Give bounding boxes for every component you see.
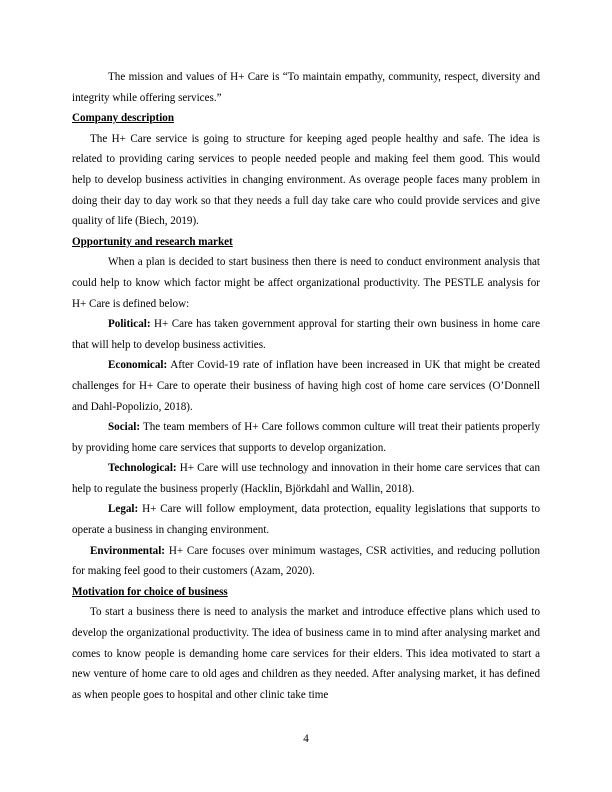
pestle-text: After Covid-19 rate of inflation have been increased in UK that might be created challenges for H+ Care to operate their business of having high cost of home care services (O’Donnell and Dahl-Popolizio, 2018). xyxy=(72,359,540,413)
pestle-legal-paragraph xyxy=(72,499,540,540)
pestle-text: H+ Care focuses over minimum wastages, CSR activities, and reducing pollution for making feel good to their customers (Azam, 2020). xyxy=(72,544,540,578)
pestle-environmental-paragraph xyxy=(72,541,540,582)
pestle-label: Technological: xyxy=(108,462,177,475)
pestle-economical-paragraph xyxy=(72,355,540,417)
opportunity-heading xyxy=(72,232,540,253)
pestle-social-paragraph xyxy=(72,417,540,458)
page-number: 4 xyxy=(303,733,309,745)
pestle-text: The team members of H+ Care follows common culture will treat their patients properly by providing home care services that supports to develop organization. xyxy=(72,421,540,454)
pestle-label: Political: xyxy=(108,318,151,331)
motivation-heading-text: Motivation for choice of business xyxy=(72,585,228,598)
pestle-text: H+ Care has taken government approval for starting their own business in home care that will help to develop business activities. xyxy=(72,318,540,351)
pestle-technological-paragraph xyxy=(72,458,540,499)
pestle-label: Legal: xyxy=(108,503,139,516)
pestle-political-paragraph xyxy=(72,314,540,355)
pestle-text: H+ Care will use technology and innovation in their home care services that can help to regulate the business properly (Hacklin, Björkdahl and Wallin, 2018). xyxy=(72,462,540,495)
opportunity-heading-text: Opportunity and research market xyxy=(72,235,233,248)
pestle-text: H+ Care will follow employment, data protection, equality legislations that supports to operate a business in changing environment. xyxy=(72,503,540,537)
opportunity-intro-paragraph: When a plan is decided to start business then there is need to conduct environment analysis that could help to know which factor might be affect organizational productivity. The PESTLE analysis for H+ Care is defined below: xyxy=(72,256,540,310)
motivation-paragraph: To start a business there is need to analysis the market and introduce effective plans which used to develop the organizational productivity. The idea of business came in to mind after analysing market and comes to know people is demanding home care services for their elders. This idea motivated to start a new venture of home care to old ages and children as they needed. After analysing market, it has defined as when people goes to hospital and other clinic take time xyxy=(72,606,540,701)
mission-paragraph: The mission and values of H+ Care is “To maintain empathy, community, respect, diversity and integrity while offering services.” xyxy=(72,71,540,104)
motivation-heading xyxy=(72,582,540,603)
page-content xyxy=(72,67,540,705)
pestle-label: Economical: xyxy=(108,359,168,372)
company-description-paragraph: The H+ Care service is going to structure for keeping aged people healthy and safe. The idea is related to providing caring services to people needed people and making feel them good. This would help to develop business activities in changing environment. As overage people faces many problem in doing their day to day work so that they needs a full day take care who could provide services and give quality of life (Biech, 2019). xyxy=(72,132,540,228)
company-description-heading-text: Company description xyxy=(72,112,175,125)
company-description-heading xyxy=(72,108,540,129)
pestle-label: Environmental: xyxy=(90,544,165,557)
pestle-label: Social: xyxy=(108,421,141,434)
